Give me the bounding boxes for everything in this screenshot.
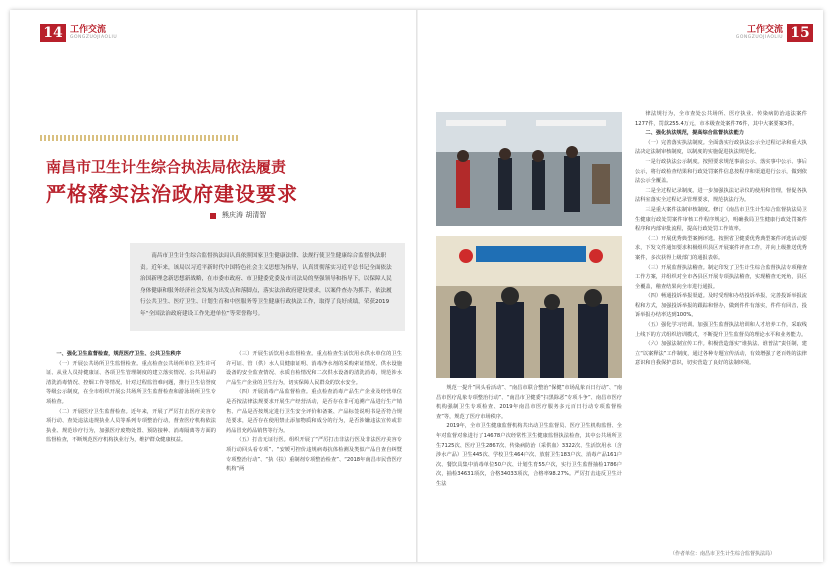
section-heading: 一、强化卫生监督检查，规范医疗卫生、公共卫生秩序 bbox=[56, 351, 181, 357]
photo-illustration-1 bbox=[436, 112, 622, 226]
section-heading: 二、强化执法规范，提高综合监督执法能力 bbox=[645, 130, 744, 137]
paragraph: 二是全过程记录制度。进一步加强执法记录仪的使用和管理，督促各执法科室落实全过程记录管理要求，规范执法行为。 bbox=[635, 187, 807, 204]
left-page-number: 14 bbox=[40, 24, 66, 42]
right-section-header bbox=[736, 22, 783, 40]
text-column-4 bbox=[635, 110, 807, 560]
text-column-3 bbox=[436, 384, 622, 554]
left-section-header bbox=[70, 22, 117, 40]
article-title-line1: 南昌市卫生计生综合执法局依法履责 bbox=[46, 158, 287, 176]
paragraph: 规范一提升”回头看活动”、“南昌市联合整治“保健”市场乱象百日行动”、“南昌市医疗乱象专项整治行动”、“南昌市卫健委“扫黑除恶”专项斗争”、南昌市医疗机构强制卫生专项检查、2019年南昌市医疗服务多元百日行动专项监督检查”等，规范了医疗市场秩序。 bbox=[436, 385, 622, 420]
paragraph: （一）完善落实执法制度。全面落实行政执法公示全过程记录和重大执法决定法制审核制度，以制度的实施促进执法规范化。 bbox=[635, 139, 807, 156]
author-affiliation: （作者单位：南昌市卫生计生综合监督执法局） bbox=[670, 551, 776, 557]
article-summary: 南昌市卫生计生综合监督执法局认真依照国家卫生健康法律、法规行使卫生健康综合监督执法职责。近年来，该局以习近平新时代中国特色社会主义思想为指导，认真贯彻落实习近平总书记全面依法治国新理念新思想新战略，在市委市政府、市卫健委党委及市司法局的坚强领导和指导下，以保障人民身体健康和服务经济社会发展为出发点和落脚点，落实法治政府建设要求，以案件查办为抓手，依法履行公共卫生、医疗卫生、计划生育和中医服务等卫生健康行政执法工作，取得了良好成绩，荣获2019年“全国法治政府建设工作先进单位”等荣誉称号。 bbox=[130, 243, 405, 331]
text-column-2 bbox=[226, 350, 402, 550]
author-marker-icon bbox=[210, 213, 216, 219]
inspection-photo-1 bbox=[436, 112, 622, 226]
paragraph: （六）加强法制宣传工作。积极营造落实“谁执法、谁普法”责任制，建立“以案释法”工作制度，通过各种专题宣传活动，有效增强了老百姓的法律意识和自我保护意识，切实营造了良好的法制环境。 bbox=[635, 341, 807, 367]
magazine-spread bbox=[10, 10, 823, 562]
section-title: 工作交流 bbox=[746, 25, 783, 35]
paragraph: （三）开展监督执法稽查。制定印发了卫生计生综合监督执法专项稽查工作方案，并组织对全市各县区开展专项执法稽查，实现稽查无死角，县区全覆盖，稽查结果向全市进行通报。 bbox=[635, 264, 807, 290]
paragraph: 一是行政执法公示制度。按照要求规范事前公示、落实事中公示、事后公示，将行政检查结果和行政处罚案件信息按程序和渠道进行公示，做到依法公示全覆盖。 bbox=[635, 158, 807, 185]
paragraph: （三）开展生活饮用水监督检查。重点检查生活饮用水供水单位的卫生许可证、管（供）水人员健康证明、消毒净水剂的采购索证情况、供水设施设备的安全监查情况、水质自检情况和二次供水设备的清洗消毒，规范涉水产品生产企业的卫生行为，切实保障人民群众的饮水安全。 bbox=[226, 351, 402, 386]
section-title: 工作交流 bbox=[70, 25, 107, 35]
paragraph: （四）开展消毒产品监督检查。重点检查消毒产品生产企业及经营单位是否按法律法规要求开展生产经营活动，是否存在非可追溯产品进行生产销售、产品是否按规定进行卫生安全评价和备案、产品标签说明书是否符合规范要求，是否存在使用禁止添加物质和成分的行为，是否涉嫌违法宣传或非药品冒充药品销售等行为。 bbox=[226, 389, 402, 434]
decorative-pattern bbox=[40, 135, 240, 141]
paragraph: （五）打击无证行医。组织开展了“严厉打击非法行医及非法医疗美容专项行动回头看专项”、“安媛可控价违规病毒抗体检测及类似产品自查自纠暨专项整治行动”、“执（扶）重制剂专项整治检查”、“2018年南昌市民营医疗机构“两 bbox=[226, 437, 402, 473]
paragraph: 律法规行为，全市查处公共场所、医疗执业、传染病防治违法案件1277件，罚款255.4万元，市本级查处案件76件，其中大案要案3件。 bbox=[635, 111, 807, 127]
photo-illustration-2 bbox=[436, 236, 622, 378]
paragraph: （五）强化学习培训。加强卫生监督执法培训和人才培养工作，采取线上线下的方式组织培训模式，不断提升卫生监督员的理论水平和业务能力。 bbox=[635, 322, 807, 338]
paragraph: （四）畅通投诉举报渠道。及时受理和办结投诉举报，完善投诉举报流程和方式，加强投诉举报的跟踪和督办，做到件件有落实，件件有回音，投诉举报办结率达到100%。 bbox=[635, 293, 807, 319]
paragraph: （一）开展公共场所卫生监督检查。重点检查公共场所单位卫生许可证、从业人员持健康证、各项卫生管理制度的建立落实情况、公共用品的清洗消毒情况、控烟工作等情况。针对过程监管难问题，推行卫生信誉度等级公示制度，在全市组织开展公共场所卫生监督检查和游泳场所卫生专项检查。 bbox=[46, 360, 216, 405]
article-title-line2: 严格落实法治政府建设要求 bbox=[46, 182, 298, 206]
paragraph: （二）开展医疗卫生监督检查。近年来，开展了严厉打击医疗美容专项行动、查处违法违规执业人员等系列专项整治行动，督查医疗机构依法执业、规范诊疗行为，加强医疗废物处置、预防接种、消毒隔离等方面的监督检查，不断规范医疗机构执业行为，维护群众健康权益。 bbox=[46, 408, 216, 444]
paragraph: 三是重大案件法制审核制度。修订《南昌市卫生计生综合监督执法局卫生健康行政处罚案件审核工作程序规定》，明确我局卫生健康行政处罚案件程序和内部审批流程，提高行政处罚工作效率。 bbox=[635, 206, 807, 233]
paragraph: （二）开展优秀典型案例评选。按照省卫健委优秀典型案件评选活动要求，下发文件通知要求积极组织县区开展案件评查工作，并向上级推送优秀案件，多次获得上级部门的通报表彰。 bbox=[635, 235, 807, 261]
section-pinyin: GONGZUOJIAOLIU bbox=[70, 35, 118, 40]
page-fold bbox=[416, 10, 418, 562]
right-page-number: 15 bbox=[787, 24, 813, 42]
inspection-photo-2 bbox=[436, 236, 622, 378]
article-authors: 熊庆涛 胡清智 bbox=[222, 211, 267, 219]
paragraph: 2019年，全市卫生健康监督机构共出动卫生监督员、医疗卫生机构监督、全年对监督对象进行了14678户次经常性卫生健康监督执法检查，其中公共场所卫生7125次、医疗卫生2867次、传染病防治（采供血）3322次、生活饮用水（含涉水产品）卫生445次、学校卫生464户次、放射卫生183户次、消毒产品161户次、餐饮具集中消毒单位50户次、计划生育55户次，实行卫生监督抽检1786户次，抽检34631项次，合格34033项次，合格率98.27%。严厉打击违反卫生计生法 bbox=[436, 423, 622, 487]
text-column-1 bbox=[46, 350, 216, 550]
section-pinyin: GONGZUOJIAOLIU bbox=[735, 35, 783, 40]
